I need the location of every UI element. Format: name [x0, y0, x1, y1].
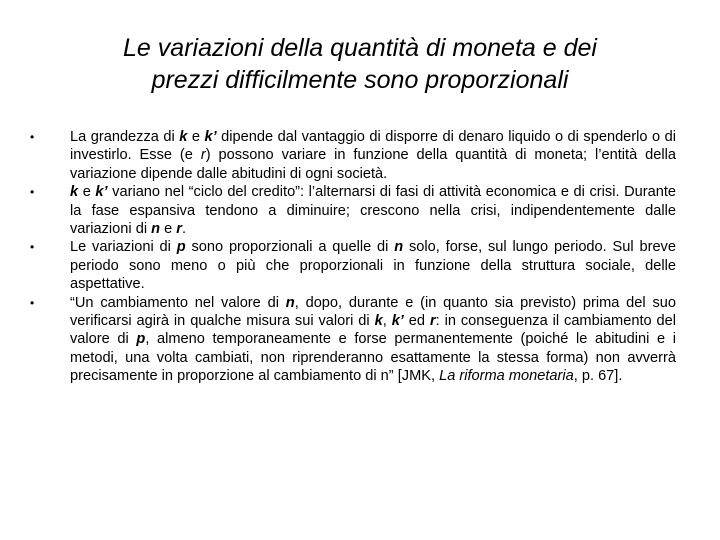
- bullet-2-text-3: e: [160, 221, 177, 238]
- var-k: k: [179, 129, 188, 145]
- bullet-2-text-1: e: [78, 184, 96, 201]
- bullet-2-text-4: .: [181, 221, 187, 238]
- var-r: r: [200, 147, 206, 164]
- title-line-1: Le variazioni della quantità di moneta e dei: [123, 34, 597, 62]
- bullet-1-text-4: ) possono variare in funzione della quantità di moneta; l’entità della variazione dipende dalle abitudini di ogni società.: [70, 147, 676, 182]
- var-n: n: [285, 294, 295, 311]
- bullet-4-text-4: ed: [403, 313, 430, 330]
- var-r: r: [176, 221, 182, 238]
- var-k: k: [374, 313, 383, 330]
- var-r: r: [429, 313, 436, 330]
- bullet-4-text-3: ,: [382, 313, 392, 330]
- citation-title: La riforma monetaria: [439, 368, 574, 385]
- bullet-list: [30, 128, 676, 386]
- bullet-item-3: [30, 238, 676, 293]
- var-k-prime: k’: [95, 184, 108, 201]
- bullet-item-2: [30, 183, 676, 238]
- bullet-icon: •: [30, 185, 35, 200]
- var-k-prime: k’: [204, 129, 217, 145]
- bullet-3-text-1: Le variazioni di: [70, 239, 177, 256]
- bullet-icon: •: [30, 130, 35, 144]
- var-p: p: [136, 331, 146, 348]
- bullet-4-text-7: , p. 67].: [573, 368, 623, 385]
- title-line-2: prezzi difficilmente sono proporzionali: [151, 66, 569, 94]
- bullet-2-text-2: variano nel “ciclo del credito”: l’alternarsi di fasi di attività economica e di crisi. Durante la fase espansiva tendono a diminuire; crescono nella crisi, indipendentemente dalle variazioni di: [70, 184, 676, 238]
- bullet-4-text-1: “Un cambiamento nel valore di: [70, 294, 286, 311]
- var-n: n: [394, 239, 404, 256]
- bullet-4-text-5: : in conseguenza il cambiamento del valore di: [70, 313, 677, 348]
- bullet-icon: •: [30, 240, 35, 255]
- bullet-item-4: [30, 294, 676, 386]
- bullet-1-text-2: e: [187, 129, 205, 145]
- bullet-1-text-3: dipende dal vantaggio di disporre di denaro liquido o di spenderlo o di investirlo. Esse (e: [70, 129, 676, 164]
- var-k: k: [70, 184, 79, 201]
- bullet-icon: •: [30, 295, 35, 310]
- bullet-item-1: [30, 128, 676, 183]
- bullet-4-text-6: , almeno temporaneamente e forse permanentemente (poiché le abitudini e i metodi, una volta cambiati, non riprenderanno esattamente la stessa forma) non avverrà precisamente in proporzione al cambiamento di n” [JMK,: [70, 331, 676, 385]
- var-k-prime: k’: [391, 313, 404, 330]
- slide-title: [40, 32, 680, 96]
- bullet-1-text-1: La grandezza di: [70, 129, 180, 145]
- bullet-4-text-2: , dopo, durante e (in quanto sia previsto) prima del suo verificarsi agirà in qualche misura sui valori di: [70, 294, 676, 330]
- bullet-3-text-3: solo, forse, sul lungo periodo. Sul breve periodo sono meno o più che proporzionali in funzione della struttura sociale, delle aspettative.: [70, 239, 676, 293]
- var-p: p: [176, 239, 186, 256]
- var-n: n: [151, 221, 161, 238]
- bullet-3-text-2: sono proporzionali a quelle di: [185, 239, 395, 256]
